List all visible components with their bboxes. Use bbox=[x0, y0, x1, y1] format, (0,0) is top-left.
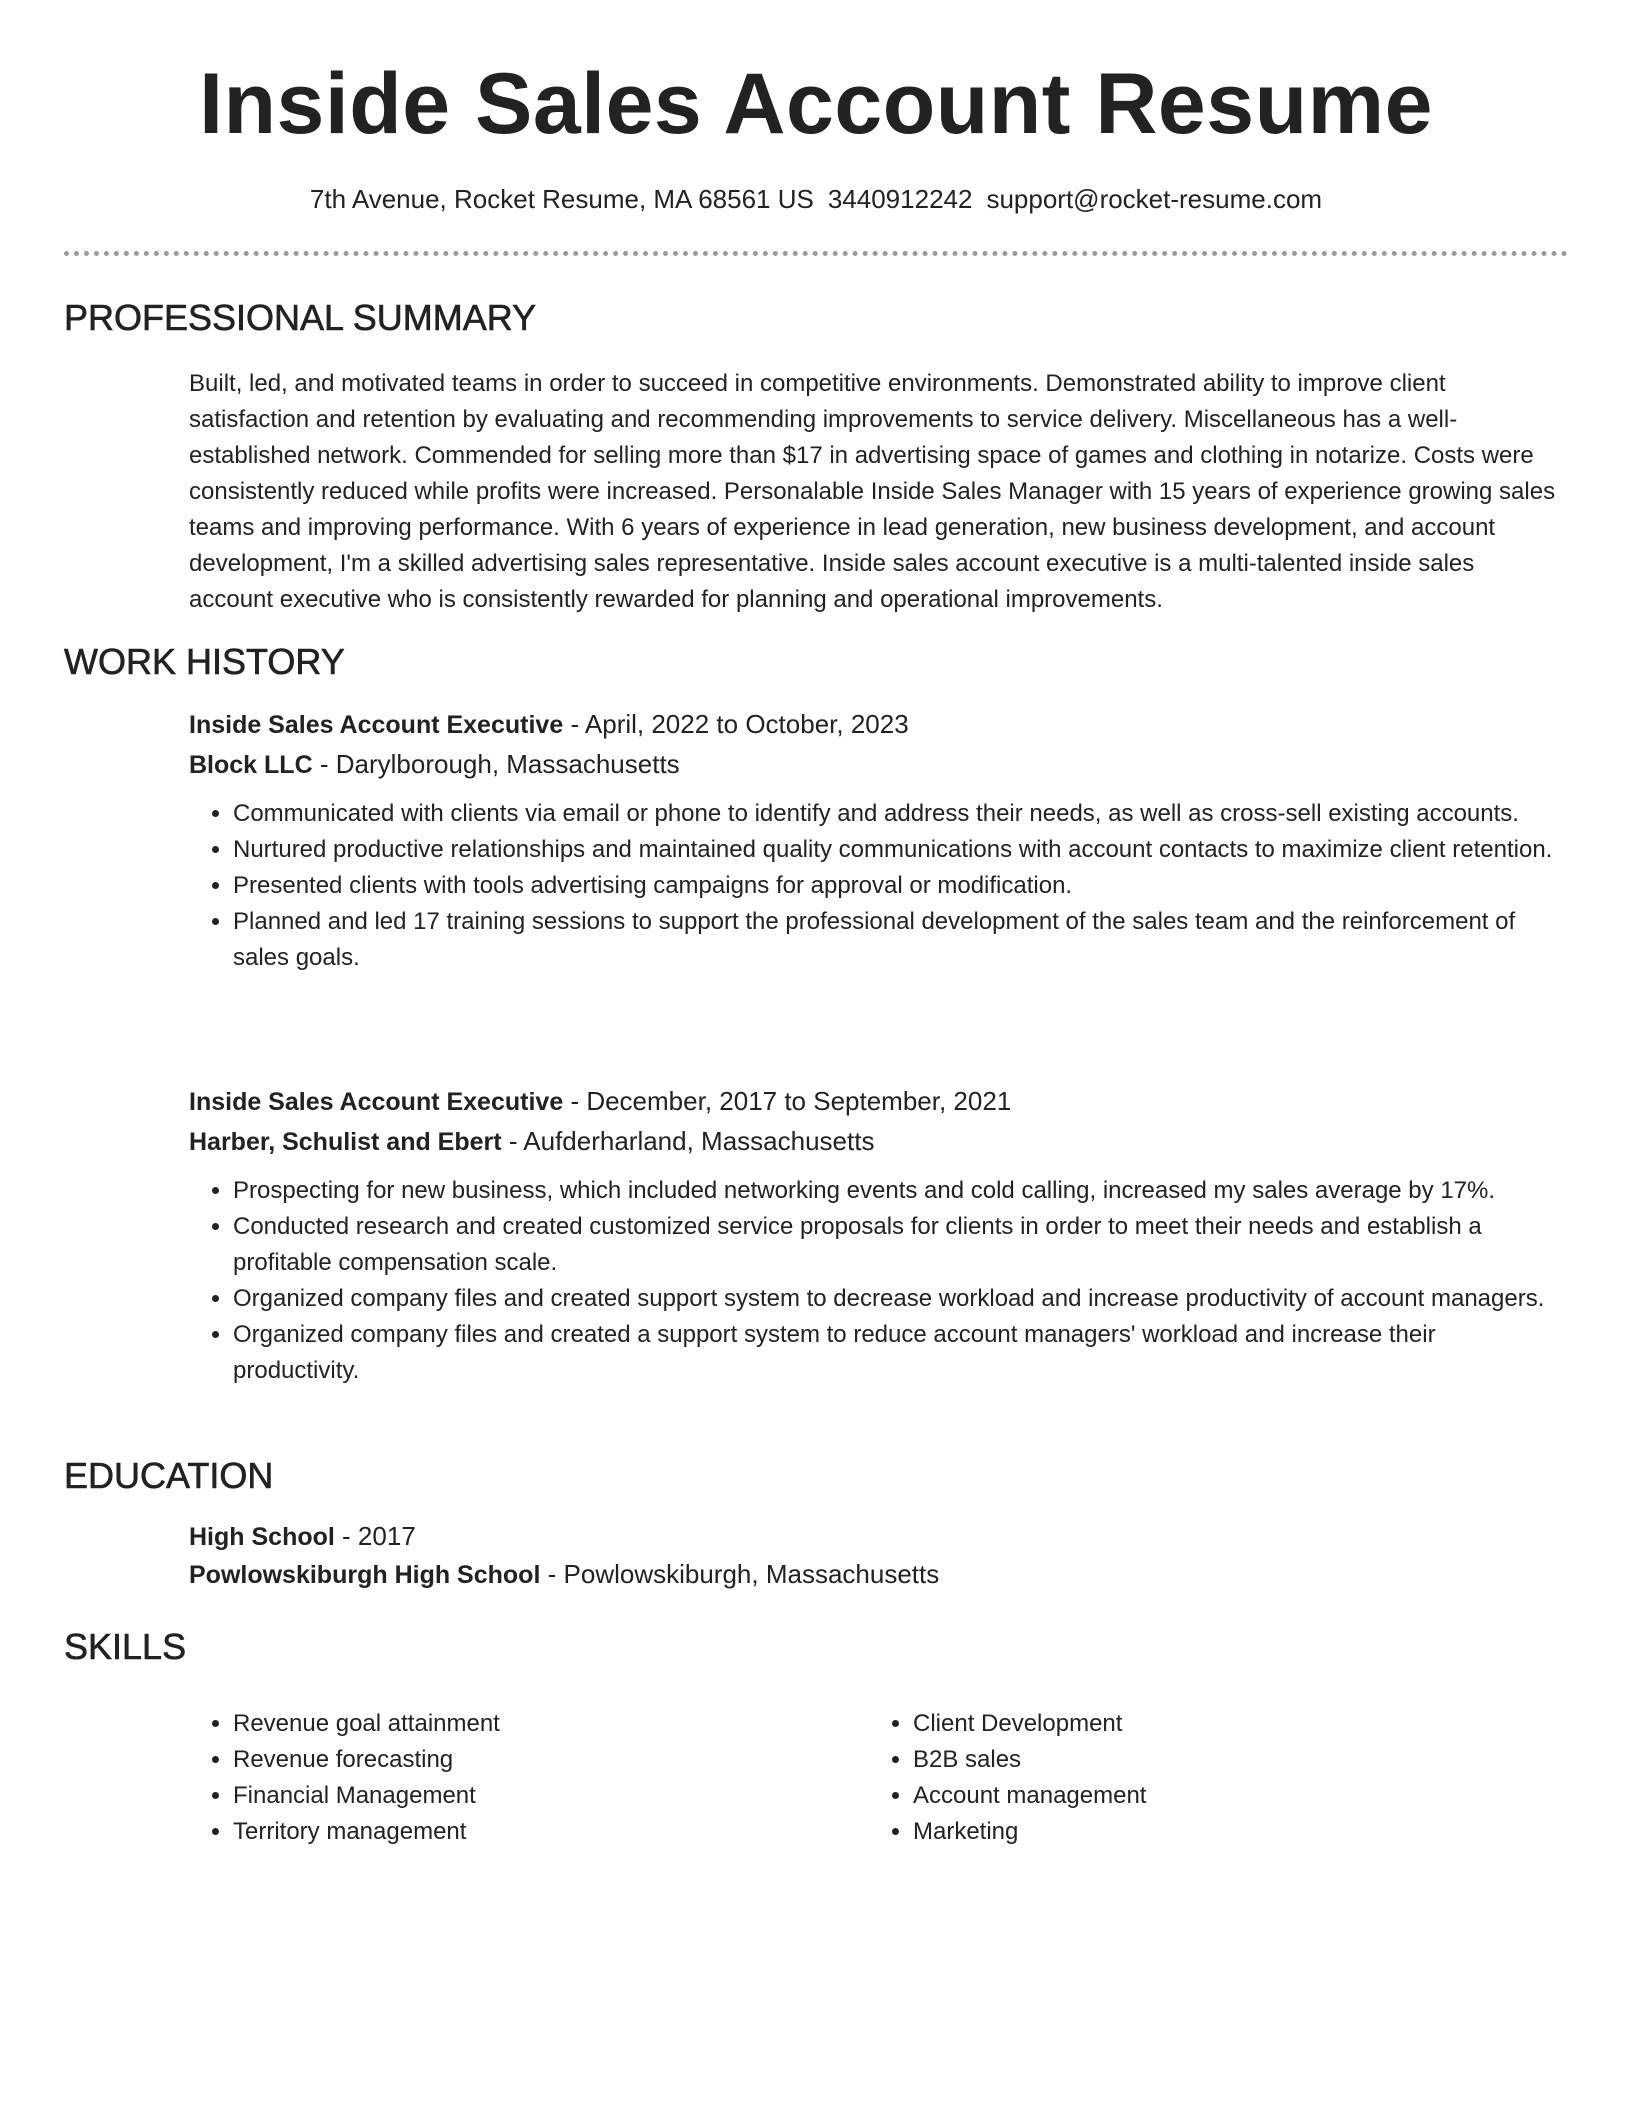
list-item: • Nurtured productive relationships and maintained quality communications with account contacts to maximize client retention. bbox=[233, 832, 1564, 868]
skill-item: • Revenue goal attainment bbox=[233, 1706, 833, 1742]
education-school: Powlowskiburgh High School bbox=[189, 1561, 541, 1589]
header-divider bbox=[64, 251, 1568, 256]
job-1-bullets bbox=[189, 796, 1564, 976]
job-2-title: Inside Sales Account Executive bbox=[189, 1088, 564, 1116]
list-item: • Organized company files and created a support system to reduce account managers' workload and increase their productivity. bbox=[233, 1317, 1564, 1389]
skill-item: • Account management bbox=[913, 1778, 1513, 1814]
list-item: • Conducted research and created customized service proposals for clients in order to meet their needs and establish a profitable compensation scale. bbox=[233, 1209, 1564, 1281]
resume-title: Inside Sales Account Resume bbox=[199, 56, 1433, 152]
list-item: • Prospecting for new business, which included networking events and cold calling, increased my sales average by 17%. bbox=[233, 1173, 1564, 1209]
skill-item: • Client Development bbox=[913, 1706, 1513, 1742]
education-degree-line bbox=[189, 1518, 416, 1555]
job-1-location: - Darylborough, Massachusetts bbox=[312, 749, 680, 779]
summary-text: Built, led, and motivated teams in order to succeed in competitive environments. Demonstrated ability to improve client satisfaction and retention by evaluating and recommending improvements to service delivery. Miscellaneous has a well-established network. Commended for selling more than $17 in advertising space of games and clothing in notarize. Costs were consistently reduced while profits were increased. Personalable Inside Sales Manager with 15 years of experience growing sales teams and improving performance. With 6 years of experience in lead generation, new business development, and account development, I'm a skilled advertising sales representative. Inside sales account executive is a multi-talented inside sales account executive who is consistently rewarded for planning and operational improvements. bbox=[189, 370, 1556, 613]
job-2-company: Harber, Schulist and Ebert bbox=[189, 1128, 502, 1156]
list-item: • Communicated with clients via email or phone to identify and address their needs, as well as cross-sell existing accounts. bbox=[233, 796, 1564, 832]
education-year: - 2017 bbox=[334, 1521, 416, 1551]
skill-item: • Marketing bbox=[913, 1814, 1513, 1850]
skills-heading: SKILLS bbox=[64, 1626, 187, 1667]
list-item: • Planned and led 17 training sessions to support the professional development of the sales team and the reinforcement of sales goals. bbox=[233, 904, 1564, 976]
job-1-dates: - April, 2022 to October, 2023 bbox=[563, 709, 909, 739]
job-2-location: - Aufderharland, Massachusetts bbox=[501, 1126, 875, 1156]
education-location: - Powlowskiburgh, Massachusetts bbox=[540, 1559, 940, 1589]
skill-item: • Financial Management bbox=[233, 1778, 833, 1814]
education-degree: High School bbox=[189, 1523, 335, 1551]
skill-item: • Revenue forecasting bbox=[233, 1742, 833, 1778]
job-2-company-line bbox=[189, 1123, 874, 1160]
skill-item: • B2B sales bbox=[913, 1742, 1513, 1778]
work-history-heading: WORK HISTORY bbox=[64, 641, 345, 682]
education-heading: EDUCATION bbox=[64, 1455, 274, 1496]
job-2-dates: - December, 2017 to September, 2021 bbox=[563, 1086, 1012, 1116]
job-2-bullets bbox=[189, 1173, 1564, 1389]
skills-left-column bbox=[189, 1706, 833, 1850]
list-item: • Organized company files and created support system to decrease workload and increase productivity of account managers. bbox=[233, 1281, 1564, 1317]
contact-phone: 3440912242 bbox=[827, 184, 973, 214]
summary-heading: PROFESSIONAL SUMMARY bbox=[64, 297, 537, 338]
job-1-company: Block LLC bbox=[189, 751, 313, 779]
contact-address: 7th Avenue, Rocket Resume, MA 68561 US bbox=[309, 184, 814, 214]
contact-email: support@rocket-resume.com bbox=[986, 184, 1323, 214]
job-1-title: Inside Sales Account Executive bbox=[189, 711, 564, 739]
contact-line bbox=[0, 181, 1632, 217]
education-school-line bbox=[189, 1556, 939, 1593]
skills-right-column bbox=[869, 1706, 1513, 1850]
list-item: • Presented clients with tools advertising campaigns for approval or modification. bbox=[233, 868, 1564, 904]
job-1-title-line bbox=[189, 706, 909, 743]
job-2-title-line bbox=[189, 1083, 1011, 1120]
job-1-company-line bbox=[189, 746, 680, 783]
skill-item: • Territory management bbox=[233, 1814, 833, 1850]
